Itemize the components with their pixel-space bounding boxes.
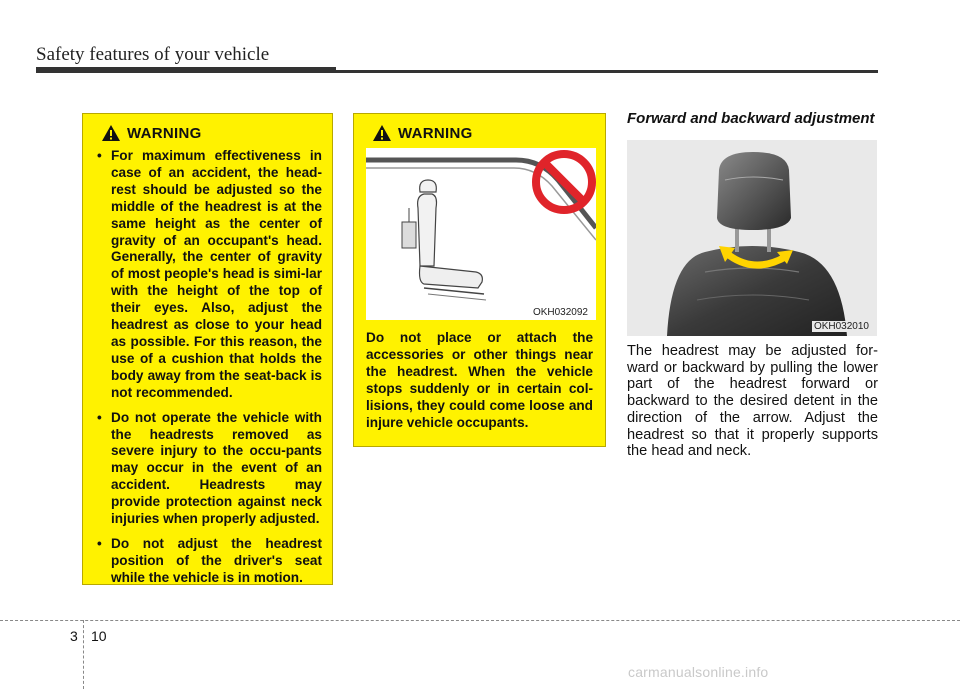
footer-divider bbox=[0, 620, 960, 621]
warning-item: • For maximum effectiveness in case of an accident, the head-rest should be adjusted so the middle of the headrest is at the same height as the center of gravity of an occupant's head. Generally, the center of gravity of most people's head is simi-lar with the height of the top of their eyes. Also, adjust the headrest as close to your head as possible. For this reason, the use of a cushion that holds the body away from the seat-back is not recommended. bbox=[95, 148, 322, 402]
image-code: OKH032092 bbox=[532, 307, 588, 318]
page-number: 10 bbox=[91, 628, 107, 644]
seat-accessory-illustration bbox=[366, 148, 596, 320]
warning-item: • Do not operate the vehicle with the headrests removed as severe injury to the occu-pants may occur in the event of an accident. Headrests may provide protection against neck injuries when properly adjusted. bbox=[95, 410, 322, 528]
warning-text: Do not place or attach the accessories or other things near the headrest. When the vehicle stops suddenly or in certain col-lisions, they could come loose and injure vehicle occupants. bbox=[366, 330, 593, 430]
section-body-text: The headrest may be adjusted for-ward or backward by pulling the lower part of the headrest forward or backward to the desired detent in the direction of the arrow. Adjust the headrest so that it properly supports the head and neck. bbox=[627, 343, 878, 460]
warning-box-middle bbox=[353, 113, 606, 447]
section-heading: Forward and backward adjustment bbox=[627, 110, 875, 127]
seat-illustration bbox=[366, 148, 596, 320]
warning-box-left bbox=[82, 113, 333, 585]
header-rule-accent bbox=[36, 67, 336, 73]
warning-triangle-icon bbox=[372, 124, 392, 142]
warning-header bbox=[101, 124, 322, 142]
footer-vertical-divider bbox=[83, 620, 84, 689]
warning-header bbox=[372, 124, 597, 142]
warning-list bbox=[95, 148, 322, 587]
headrest-illustration bbox=[627, 140, 877, 336]
image-code: OKH032010 bbox=[813, 321, 869, 332]
warning-triangle-icon bbox=[101, 124, 121, 142]
warning-title: WARNING bbox=[127, 124, 202, 142]
warning-item: • Do not adjust the headrest position of the driver's seat while the vehicle is in motion. bbox=[95, 536, 322, 587]
watermark-text: carmanualsonline.info bbox=[628, 664, 769, 680]
warning-title: WARNING bbox=[398, 124, 473, 142]
page-header-title: Safety features of your vehicle bbox=[36, 44, 270, 65]
chapter-number: 3 bbox=[70, 628, 78, 644]
headrest-adjustment-photo bbox=[627, 140, 877, 336]
